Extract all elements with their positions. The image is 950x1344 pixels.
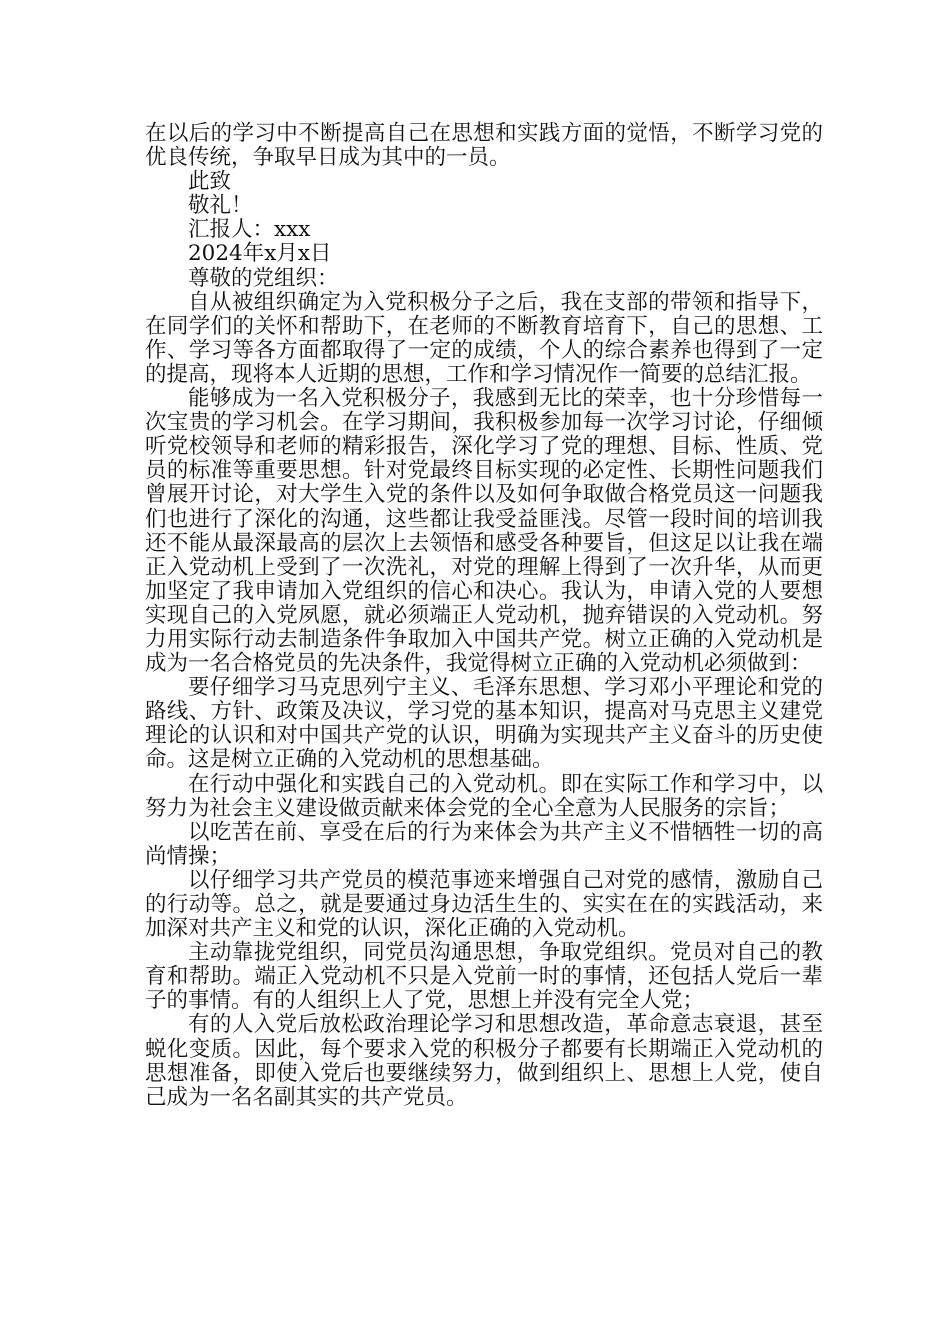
paragraph-study: 能够成为一名入党积极分子，我感到无比的荣幸，也十分珍惜每一次宝贵的学习机会。在学习期间，我积极参加每一次学习讨论，仔细倾听党校领导和老师的精彩报告，深化学习了党的理想、目标、性质、党员的标准等重要思想。针对党最终目标实现的必定性、长期性问题我们曾展开讨论，对大学生入党的条件以及如何争取做合格党员这一问题我们也进行了深化的沟通，这些都让我受益匪浅。尽管一段时间的培训我还不能从最深最高的层次上去领悟和感受各种要旨，但这足以让我在端正入党动机上受到了一次洗礼，对党的理解上得到了一次升华，从而更加坚定了我申请加入党组织的信心和决心。我认为，申请入党的人要想实现自己的入党夙愿，就必须端正人党动机，抛弃错误的入党动机。努力用实际行动去制造条件争取加入中国共产党。树立正确的入党动机是成为一名合格党员的先决条件，我觉得树立正确的入党动机必须做到： — [145, 386, 823, 677]
paragraph-hardship: 以吃苦在前、享受在后的行为来体会为共产主义不惜牺牲一切的高尚情操； — [145, 819, 823, 869]
reporter-name: 汇报人：xxx — [188, 217, 311, 243]
paragraph-action: 在行动中强化和实践自己的入党动机。即在实际工作和学习中，以努力为社会主义建设做贡献来体会党的全心全意为人民服务的宗旨； — [145, 771, 823, 821]
closing-respect: 敬礼！ — [188, 193, 253, 219]
paragraph-1: 在以后的学习中不断提高自己在思想和实践方面的觉悟，不断学习党的优良传统，争取早日成为其中的一员。 — [145, 121, 823, 171]
report-date: 2024年x月x日 — [188, 241, 332, 267]
greeting: 尊敬的党组织： — [188, 265, 339, 291]
paragraph-theory: 要仔细学习马克思列宁主义、毛泽东思想、学习邓小平理论和党的路线、方针、政策及决议，学习党的基本知识，提高对马克思主义建党理论的认识和对中国共产党的认识，明确为实现共产主义奋斗的历史使命。这是树立正确的入党动机的思想基础。 — [145, 675, 823, 773]
paragraph-intro: 自从被组织确定为入党积极分子之后，我在支部的带领和指导下，在同学们的关怀和帮助下，在老师的不断教育培育下，自己的思想、工作、学习等各方面都取得了一定的成绩，个人的综合素养也得到了一定的提高，现将本人近期的思想，工作和学习情况作一简要的总结汇报。 — [145, 289, 823, 387]
paragraph-approach: 主动靠拢党组织，同党员沟通思想，争取党组织。党员对自己的教育和帮助。端正入党动机不只是入党前一时的事情，还包括人党后一辈子的事情。有的人组织上人了党，思想上并没有完全人党； — [145, 940, 823, 1014]
closing-salutation: 此致 — [188, 169, 232, 195]
paragraph-example: 以仔细学习共产党员的模范事迹来增强自己对党的感情，激励自己的行动等。总之，就是要通过身边活生生的、实实在在的实践活动，来加深对共产主义和党的认识，深化正确的入党动机。 — [145, 867, 823, 942]
paragraph-conclusion: 有的人入党后放松政治理论学习和思想改造，革命意志衰退，甚至蜕化变质。因此，每个要求入党的积极分子都要有长期端正入党动机的思想准备，即使入党后也要继续努力，做到组织上、思想上人党，使自己成为一名名副其实的共产党员。 — [145, 1012, 823, 1110]
document-body — [145, 122, 823, 1110]
